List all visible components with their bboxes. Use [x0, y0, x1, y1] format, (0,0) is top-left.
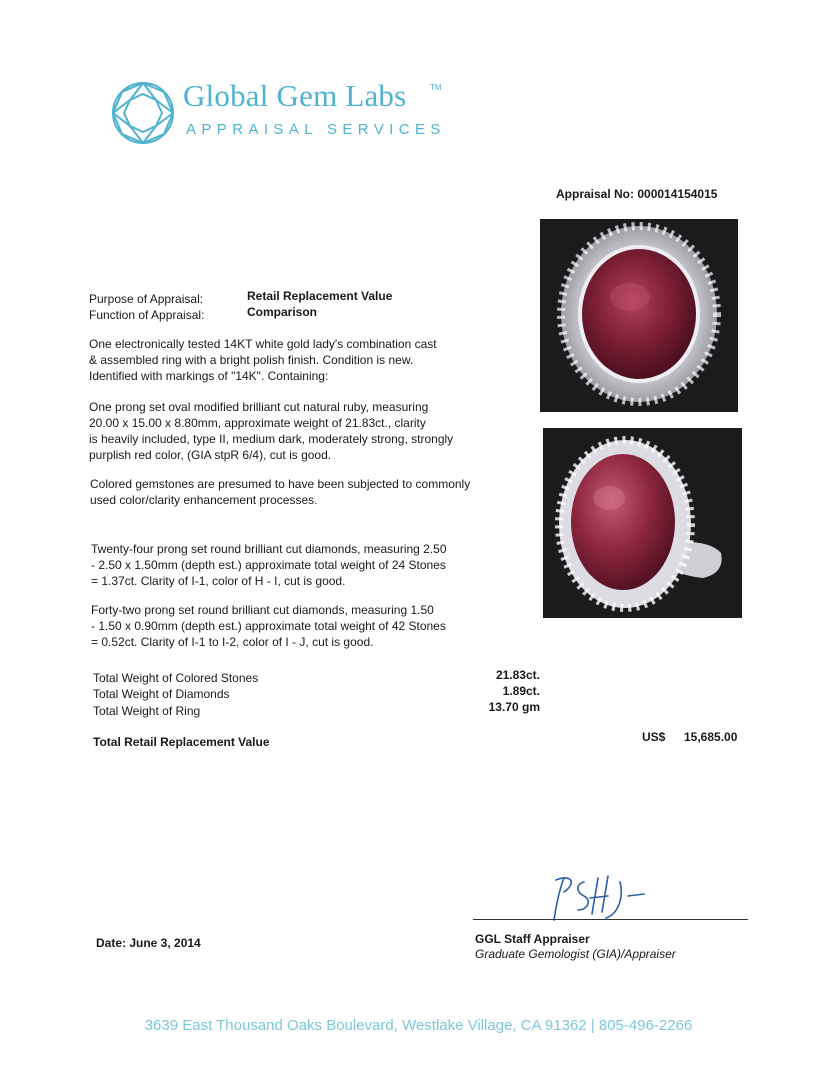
ruby-description	[89, 399, 453, 463]
ring-side-image	[543, 428, 742, 618]
enhancement-note	[90, 476, 470, 508]
appraisal-number: Appraisal No: 000014154015	[556, 187, 718, 201]
text-line: One prong set oval modified brilliant cut natural ruby, measuring	[89, 400, 429, 414]
text-line: Forty-two prong set round brilliant cut diamonds, measuring 1.50	[91, 603, 434, 617]
gem-logo-icon	[110, 80, 176, 146]
ring-photo-front	[540, 219, 738, 412]
brand-subtitle: APPRAISAL SERVICES	[186, 121, 446, 138]
total-ring-value: 13.70 gm	[488, 700, 540, 714]
function-value: Comparison	[247, 305, 318, 319]
total-colored-value: 21.83ct.	[495, 668, 540, 682]
trademark-mark: TM	[430, 83, 442, 92]
text-line: = 1.37ct. Clarity of I-1, color of H - I, cut is good.	[91, 574, 346, 588]
total-diamonds-value: 1.89ct.	[502, 684, 540, 698]
total-retail-label: Total Retail Replacement Value	[93, 735, 270, 749]
diamonds-24-description	[91, 541, 447, 589]
text-line: = 0.52ct. Clarity of I-1 to I-2, color of I - J, cut is good.	[91, 635, 374, 649]
text-line: Identified with markings of "14K". Containing:	[89, 369, 329, 383]
total-ring-label: Total Weight of Ring	[93, 704, 201, 718]
currency-label: US$	[642, 730, 666, 744]
total-retail-value: 15,685.00	[684, 730, 738, 744]
text-line: 20.00 x 15.00 x 8.80mm, approximate weight of 21.83ct., clarity	[89, 416, 426, 430]
text-line: Colored gemstones are presumed to have been subjected to commonly	[90, 477, 471, 491]
function-label: Function of Appraisal:	[89, 308, 205, 322]
signature-image	[540, 870, 650, 925]
appraisal-date: Date: June 3, 2014	[96, 936, 201, 950]
appraiser-subtitle: Graduate Gemologist (GIA)/Appraiser	[475, 947, 676, 961]
text-line: used color/clarity enhancement processes.	[90, 493, 318, 507]
ring-description	[89, 336, 437, 384]
text-line: One electronically tested 14KT white gold lady's combination cast	[89, 337, 437, 351]
ring-front-image	[540, 219, 738, 412]
text-line: Twenty-four prong set round brilliant cut diamonds, measuring 2.50	[91, 542, 447, 556]
purpose-label: Purpose of Appraisal:	[89, 292, 204, 306]
ring-photo-side	[543, 428, 742, 618]
text-line: - 1.50 x 0.90mm (depth est.) approximate total weight of 42 Stones	[91, 619, 446, 633]
brand-name: Global Gem Labs	[183, 78, 407, 113]
total-colored-label: Total Weight of Colored Stones	[93, 671, 259, 685]
diamonds-42-description	[91, 602, 446, 650]
appraiser-title: GGL Staff Appraiser	[475, 932, 590, 946]
text-line: purplish red color, (GIA stpR 6/4), cut is good.	[89, 448, 332, 462]
text-line: - 2.50 x 1.50mm (depth est.) approximate total weight of 24 Stones	[91, 558, 446, 572]
purpose-value: Retail Replacement Value	[247, 289, 393, 303]
signature-line	[473, 919, 748, 920]
text-line: & assembled ring with a bright polish finish. Condition is new.	[89, 353, 414, 367]
total-diamonds-label: Total Weight of Diamonds	[93, 687, 230, 701]
text-line: is heavily included, type II, medium dark, moderately strong, strongly	[89, 432, 454, 446]
footer-address: 3639 East Thousand Oaks Boulevard, Westlake Village, CA 91362 | 805-496-2266	[144, 1017, 693, 1034]
